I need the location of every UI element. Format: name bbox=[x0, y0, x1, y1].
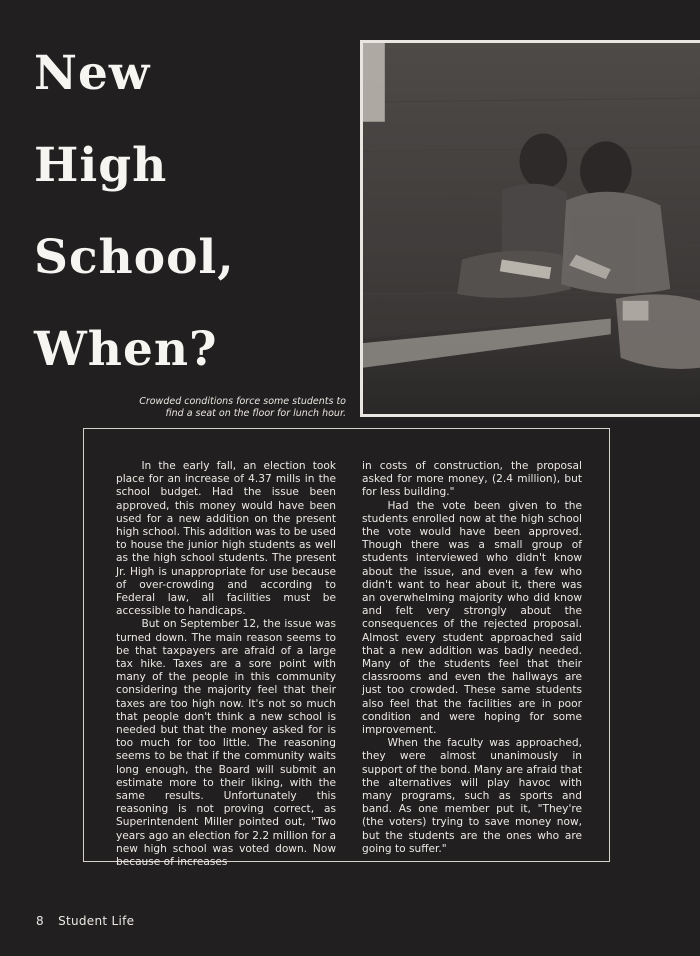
article-paragraph-4: Had the vote been given to the students enrolled now at the high school the vote would have been approved. Though there was a small group of students interviewed who didn't know about the issue, and even a few who didn't want to hear about it, there was an overwhelming majority who did know and felt very strongly about the consequences of the rejected proposal. Almost every student approached said that a new addition was badly needed. Many of the students feel that their classrooms and even the hallways are just too crowded. These same students also feel that the facilities are in poor condition and were hoping for some improvement. bbox=[362, 499, 582, 737]
page-number: 8 bbox=[36, 914, 44, 928]
caption-line-2: find a seat on the floor for lunch hour. bbox=[165, 408, 346, 419]
headline bbox=[34, 28, 354, 396]
article-paragraph-2: But on September 12, the issue was turned down. The main reason seems to be that taxpayers are afraid of a large tax hike. Taxes are a sore point with many of the people in this community considering the majority feel that their taxes are too high now. It's not so much that people don't think a new school is needed but that the money asked for is too much for too little. The reasoning seems to be that if the community waits long enough, the Board will submit an estimate more to their liking, with the same results. Unfortunately this reasoning is not proving correct, as Superintendent Miller pointed out, "Two years ago an election for 2.2 million for a new high school was voted down. Now because of increases bbox=[116, 618, 336, 869]
article-box bbox=[83, 428, 610, 869]
article-paragraph-3: in costs of construction, the proposal asked for more money, (2.4 million), but for less building." bbox=[362, 460, 582, 499]
photo-illustration bbox=[363, 43, 700, 414]
page-folio bbox=[36, 914, 134, 928]
headline-line-2: High bbox=[34, 138, 168, 193]
headline-line-1: New bbox=[34, 46, 151, 101]
article-paragraph-1: In the early fall, an election took place for an increase of 4.37 mills in the school budget. Had the issue been approved, this money would have been used for a new addition on the present high school. This addition was to be used to house the junior high students as well as the high school students. The present Jr. High is unappropriate for use because of over-crowding and according to Federal law, all facilities must be accessible to handicaps. bbox=[116, 460, 336, 618]
photo-caption bbox=[120, 396, 346, 420]
lunch-floor-photo bbox=[360, 40, 700, 417]
article-column-left bbox=[116, 460, 336, 869]
section-name: Student Life bbox=[58, 914, 135, 928]
headline-line-3: School, bbox=[34, 230, 235, 285]
article-paragraph-5: When the faculty was approached, they were almost unanimously in support of the bond. Many are afraid that the alternatives will play havoc with many programs, such as sports and band. As one member put it, "They're (the voters) trying to save money now, but the students are the ones who are going to suffer." bbox=[362, 737, 582, 855]
headline-line-4: When? bbox=[34, 322, 218, 377]
article-column-right bbox=[362, 460, 582, 856]
caption-line-1: Crowded conditions force some students to bbox=[139, 396, 346, 407]
